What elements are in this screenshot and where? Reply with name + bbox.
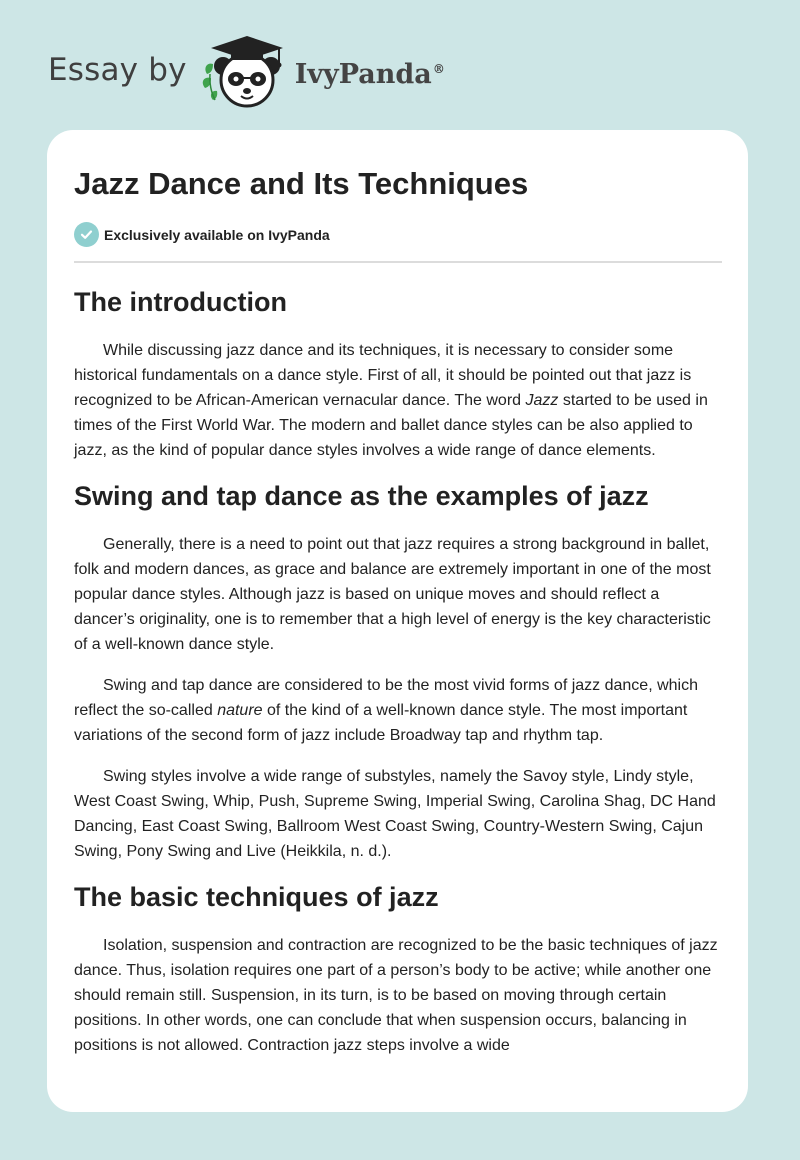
essay-card [47, 130, 748, 1112]
emphasis-text: nature [217, 702, 263, 719]
emphasis-text: Jazz [525, 392, 559, 409]
brand-name-text: IvyPanda [294, 58, 432, 90]
panda-graduation-cap-icon [201, 30, 293, 110]
section-heading: Swing and tap dance as the examples of jazz [74, 481, 649, 511]
registered-mark: ® [432, 61, 445, 76]
paragraph [74, 673, 722, 748]
paragraph-text: of the kind of a well-known dance style. The most important variations of the second form of jazz include Broadway tap and rhythm tap. [74, 702, 688, 744]
paragraph: Generally, there is a need to point out that jazz requires a strong background in ballet, folk and modern dances, as grace and balance are extremely important in one of the most popular dance styles. Although jazz is based on unique moves and should reflect a dancer’s originality, one is to remember that a high level of energy is the key characteristic of a well-known dance style. [74, 536, 711, 653]
paragraph-text: While discussing jazz dance and its techniques, it is necessary to consider some historical fundamentals on a dance style. First of all, it should be pointed out that jazz is recognized to be African-American vernacular dance. The word [74, 342, 692, 409]
paragraph-text: Swing and tap dance are considered to be the most vivid forms of jazz dance, which reflect the so-called [74, 677, 698, 719]
paragraph: Swing styles involve a wide range of substyles, namely the Savoy style, Lindy style, West Coast Swing, Whip, Push, Supreme Swing, Imperial Swing, Carolina Shag, DC Hand Dancing, East Coast Swing, Ballroom West Coast Swing, Country-Western Swing, Cajun Swing, Pony Swing and Live (Heikkila, n. d.). [74, 768, 716, 860]
brand-header [48, 30, 445, 110]
paragraph: Isolation, suspension and contraction are recognized to be the basic techniques of jazz dance. Thus, isolation requires one part of a person’s body to be active; while another one should remain still. Suspension, in its turn, is to be based on moving through certain positions. In other words, one can conclude that when suspension occurs, balancing in positions is not allowed. Contraction jazz steps involve a wide [74, 937, 718, 1054]
brand-name [295, 59, 445, 90]
section-heading: The introduction [74, 287, 287, 317]
exclusive-badge-text: Exclusively available on IvyPanda [104, 226, 330, 243]
section-heading: The basic techniques of jazz [74, 882, 439, 912]
exclusive-badge [74, 222, 722, 247]
brand-prefix: Essay by [48, 52, 187, 88]
title-divider [74, 261, 722, 263]
page-title: Jazz Dance and Its Techniques [74, 166, 529, 201]
paragraph-text: started to be used in times of the First World War. The modern and ballet dance styles can be also applied to jazz, as the kind of popular dance styles involves a wide range of dance elements. [74, 392, 708, 459]
paragraph [74, 338, 722, 463]
check-circle-icon [74, 222, 99, 247]
